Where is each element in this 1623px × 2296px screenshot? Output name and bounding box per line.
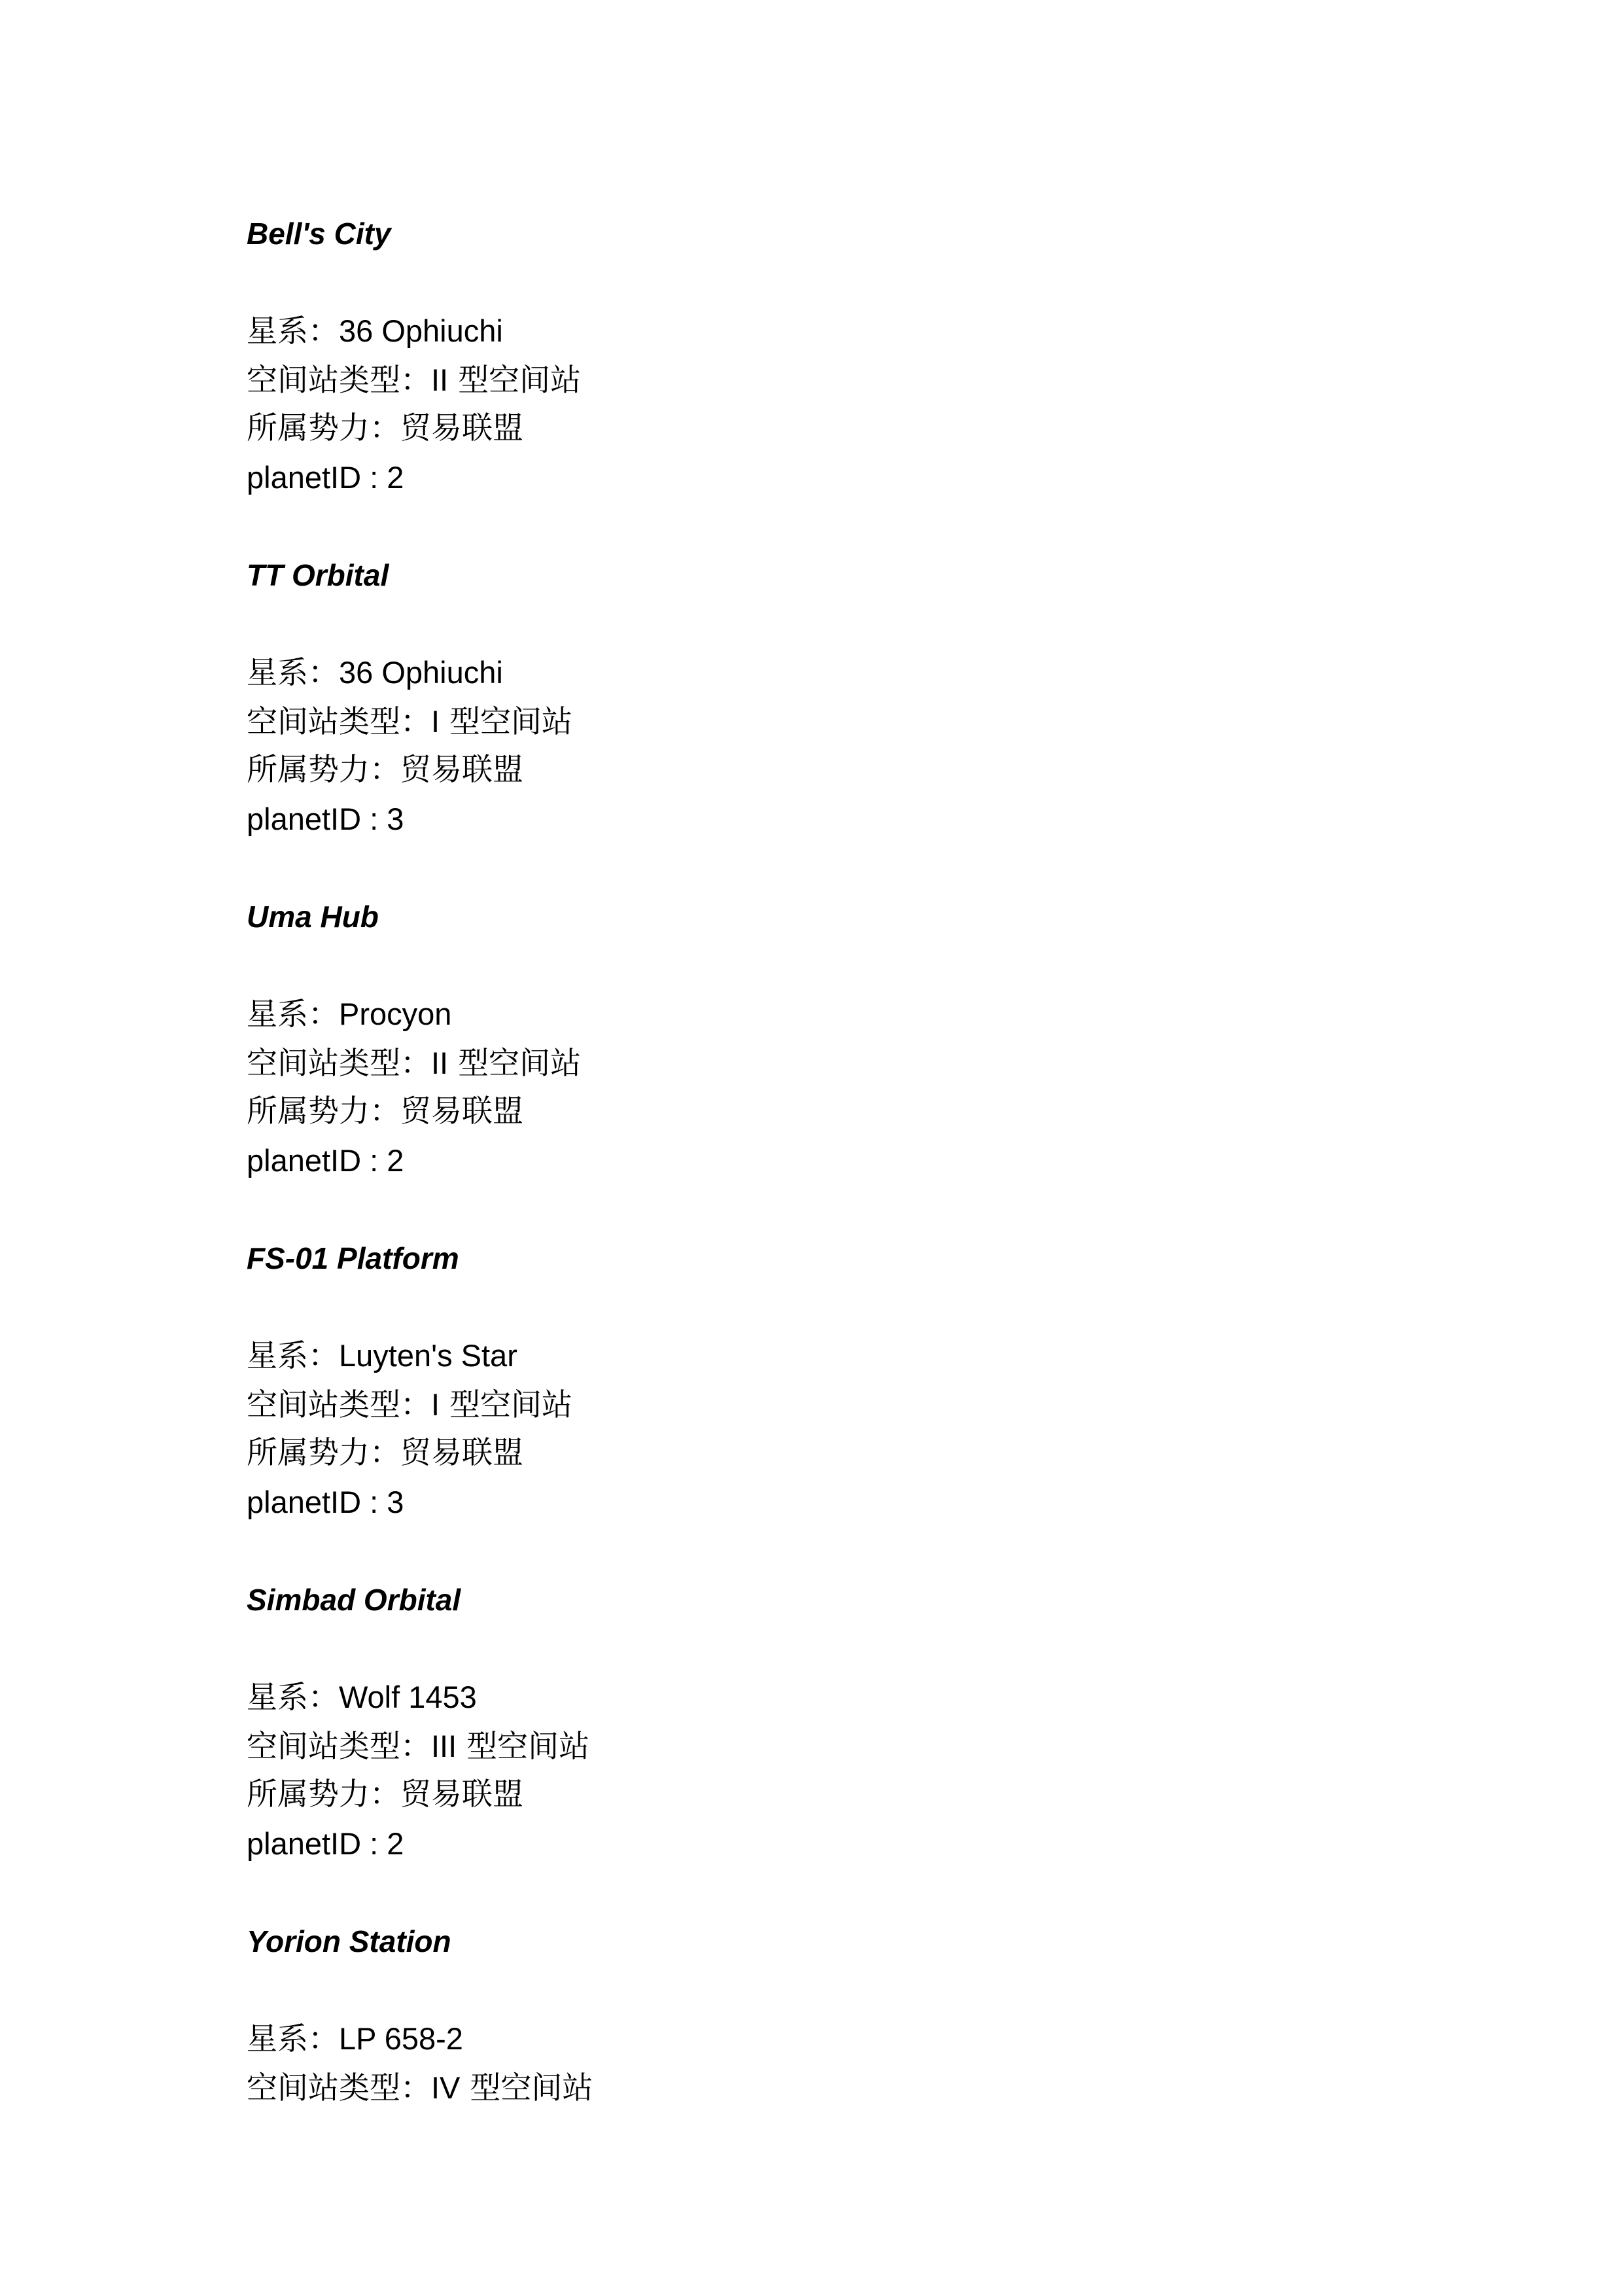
station-type-line	[247, 2064, 1490, 2113]
faction-line	[247, 404, 1490, 453]
station-type-class: III	[431, 1728, 457, 1763]
faction-label: 所属势力：	[247, 1093, 400, 1129]
station-type-label: 空间站类型：	[247, 703, 431, 740]
station-entry	[247, 1234, 1490, 1527]
station-type-suffix: 型空间站	[440, 703, 573, 740]
faction-value: 贸易联盟	[400, 1093, 523, 1129]
faction-value: 贸易联盟	[400, 752, 523, 788]
system-value: Wolf 1453	[339, 1680, 477, 1714]
system-label: 星系：	[247, 655, 339, 691]
station-type-label: 空间站类型：	[247, 362, 431, 398]
faction-label: 所属势力：	[247, 752, 400, 788]
system-label: 星系：	[247, 313, 339, 349]
faction-label: 所属势力：	[247, 1435, 400, 1471]
station-name: Simbad Orbital	[247, 1583, 461, 1617]
system-label: 星系：	[247, 1680, 339, 1716]
planet-id-label: planetID :	[247, 1826, 387, 1861]
system-label: 星系：	[247, 1338, 339, 1374]
system-value: Procyon	[339, 997, 452, 1031]
station-type-class: II	[431, 362, 449, 397]
station-type-label: 空间站类型：	[247, 1386, 431, 1423]
station-type-class: II	[431, 1045, 449, 1080]
system-line	[247, 1673, 1490, 1722]
faction-line	[247, 1771, 1490, 1820]
system-value: Luyten's Star	[339, 1338, 517, 1373]
planet-id-line	[247, 795, 1490, 844]
planet-id-value: 2	[387, 1826, 404, 1861]
station-entry	[247, 209, 1490, 502]
station-type-class: IV	[431, 2070, 461, 2105]
station-entry	[247, 1917, 1490, 2112]
station-type-line	[247, 698, 1490, 747]
station-type-suffix: 型空间站	[457, 1728, 590, 1765]
faction-value: 贸易联盟	[400, 1776, 523, 1812]
system-line	[247, 307, 1490, 356]
station-name: Uma Hub	[247, 900, 379, 934]
planet-id-label: planetID :	[247, 1484, 387, 1519]
faction-value: 贸易联盟	[400, 1435, 523, 1471]
faction-line	[247, 1429, 1490, 1478]
station-type-line	[247, 1039, 1490, 1088]
station-type-label: 空间站类型：	[247, 1728, 431, 1765]
planet-id-line	[247, 1478, 1490, 1527]
station-type-suffix: 型空间站	[448, 1045, 582, 1082]
planet-id-label: planetID :	[247, 801, 387, 836]
station-type-class: I	[431, 703, 440, 739]
station-name: Yorion Station	[247, 1924, 451, 1958]
station-name: Bell's City	[247, 217, 391, 251]
station-type-class: I	[431, 1386, 440, 1422]
station-type-line	[247, 1381, 1490, 1430]
system-line	[247, 648, 1490, 698]
planet-id-label: planetID :	[247, 1142, 387, 1178]
planet-id-value: 2	[387, 1142, 404, 1178]
planet-id-label: planetID :	[247, 459, 387, 495]
faction-label: 所属势力：	[247, 1776, 400, 1812]
planet-id-line	[247, 1137, 1490, 1186]
faction-value: 贸易联盟	[400, 410, 523, 446]
station-type-suffix: 型空间站	[460, 2070, 593, 2106]
system-label: 星系：	[247, 2021, 339, 2057]
system-value: LP 658-2	[339, 2021, 463, 2056]
station-name: TT Orbital	[247, 558, 389, 592]
system-line	[247, 990, 1490, 1039]
planet-id-line	[247, 1820, 1490, 1869]
station-name: FS-01 Platform	[247, 1241, 459, 1275]
system-label: 星系：	[247, 997, 339, 1033]
station-type-line	[247, 1722, 1490, 1771]
station-type-label: 空间站类型：	[247, 2070, 431, 2106]
station-type-label: 空间站类型：	[247, 1045, 431, 1082]
faction-line	[247, 1087, 1490, 1137]
station-entry	[247, 551, 1490, 843]
planet-id-value: 2	[387, 459, 404, 495]
station-entry	[247, 892, 1490, 1185]
system-value: 36 Ophiuchi	[339, 655, 503, 690]
station-entry	[247, 1576, 1490, 1868]
system-line	[247, 1332, 1490, 1381]
planet-id-line	[247, 453, 1490, 503]
planet-id-value: 3	[387, 1484, 404, 1519]
station-type-line	[247, 356, 1490, 405]
document-page	[247, 209, 1490, 2112]
planet-id-value: 3	[387, 801, 404, 836]
faction-label: 所属势力：	[247, 410, 400, 446]
station-type-suffix: 型空间站	[448, 362, 582, 398]
station-type-suffix: 型空间站	[440, 1386, 573, 1423]
faction-line	[247, 746, 1490, 795]
system-value: 36 Ophiuchi	[339, 313, 503, 348]
system-line	[247, 2015, 1490, 2064]
